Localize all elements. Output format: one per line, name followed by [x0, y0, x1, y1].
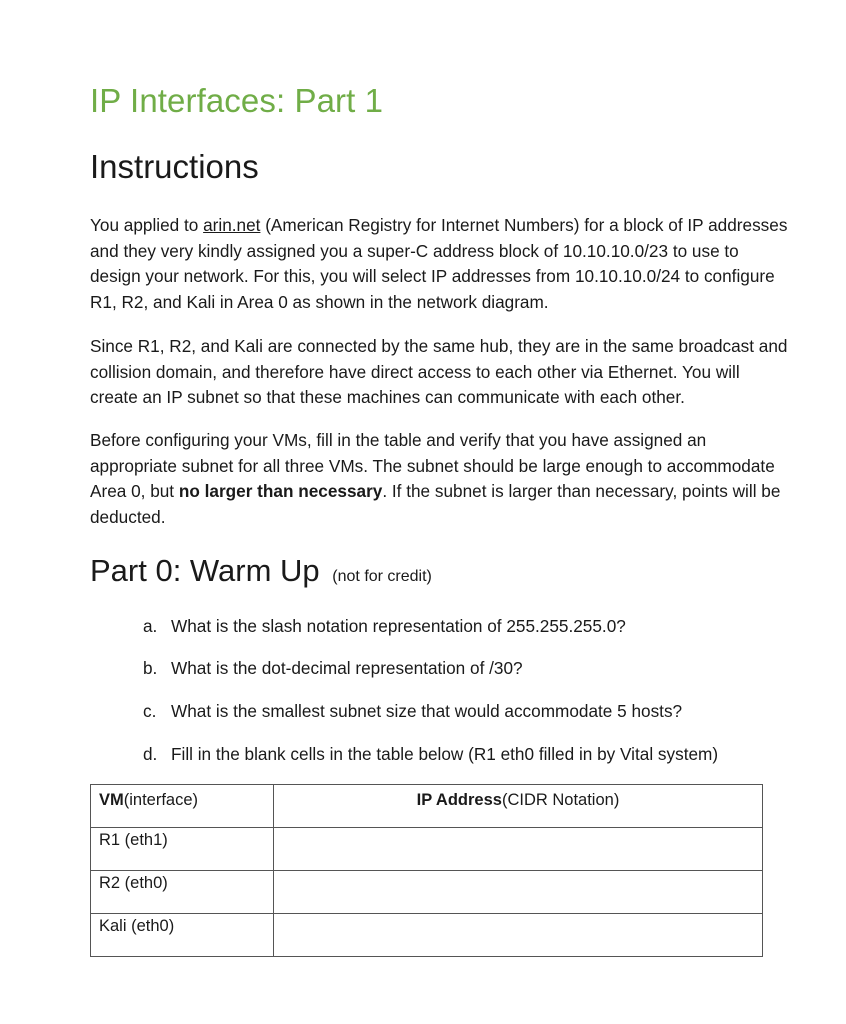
table-header-row: [91, 785, 763, 828]
instructions-heading: Instructions: [90, 148, 259, 185]
question-text: What is the dot-decimal representation of /30?: [171, 658, 523, 678]
question-a: [143, 614, 626, 638]
question-letter: d.: [143, 744, 158, 764]
ip-column-header: [274, 785, 763, 828]
intro-text-end: (American Registry for Internet Numbers) for a block of IP addresses and they very kindly assigned you a super-C address block of 10.10.10.0/23 to use to design your network. For this, you will select IP addresses from 10.10.10.0/24 to configure R1, R2, and Kali in Area 0 as shown in the network diagram.: [90, 215, 788, 312]
vm-header-rest: (interface): [123, 791, 199, 809]
vm-label: Kali (eth0): [99, 917, 175, 935]
table-row: [91, 871, 763, 914]
question-letter: a.: [143, 616, 158, 636]
vm-label: R2 (eth0): [99, 874, 168, 892]
table-row: [91, 828, 763, 871]
subnet-text-end: . If the subnet is larger than necessary, points will be deducted.: [90, 481, 781, 527]
ip-cell[interactable]: [274, 871, 763, 914]
table-row: [91, 914, 763, 957]
question-text: Fill in the blank cells in the table below (R1 eth0 filled in by Vital system): [171, 744, 719, 764]
subnet-paragraph: [90, 428, 790, 530]
ip-cell[interactable]: [274, 828, 763, 871]
page-title: IP Interfaces: Part 1: [90, 82, 384, 119]
vm-column-header: [91, 785, 274, 828]
question-text: What is the slash notation representation of 255.255.255.0?: [171, 616, 626, 636]
intro-text-start: You applied to: [90, 215, 204, 235]
vm-label: R1 (eth1): [99, 831, 168, 849]
part0-title: Part 0: Warm Up: [90, 553, 320, 588]
subnet-emphasis: no larger than necessary: [178, 481, 383, 501]
vm-header-bold: VM: [99, 791, 124, 809]
part0-heading: [90, 553, 432, 589]
arin-link[interactable]: arin.net: [203, 215, 261, 235]
part0-note: (not for credit): [332, 568, 432, 585]
subnet-text-start: Before configuring your VMs, fill in the table and verify that you have assigned an appropriate subnet for all three VMs. The subnet should be large enough to accommodate Area 0, but: [90, 430, 775, 501]
intro-paragraph: [90, 213, 790, 315]
ip-header-bold: IP Address: [416, 791, 502, 809]
vm-cell: [91, 871, 274, 914]
question-letter: b.: [143, 658, 158, 678]
question-b: [143, 656, 523, 680]
ip-address-table: [90, 784, 763, 957]
ip-cell[interactable]: [274, 914, 763, 957]
vm-cell: [91, 914, 274, 957]
question-d: [143, 742, 718, 766]
question-text: What is the smallest subnet size that would accommodate 5 hosts?: [171, 701, 683, 721]
question-letter: c.: [143, 701, 157, 721]
ip-header-rest: (CIDR Notation): [501, 791, 620, 809]
hub-paragraph: Since R1, R2, and Kali are connected by the same hub, they are in the same broadcast and collision domain, and therefore have direct access to each other via Ethernet. You will create an IP subnet so that these machines can communicate with each other.: [90, 336, 788, 407]
question-c: [143, 699, 682, 723]
vm-cell: [91, 828, 274, 871]
